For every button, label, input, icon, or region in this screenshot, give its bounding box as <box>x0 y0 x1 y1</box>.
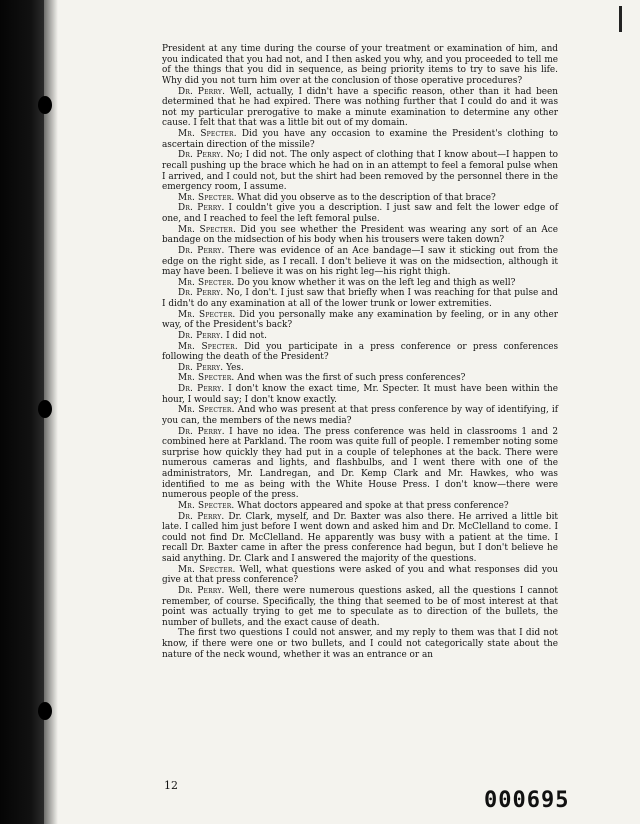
testimony-paragraph <box>162 427 558 501</box>
paragraph-text: Dr. Clark, myself, and Dr. Baxter was also there. He arrived a little bit late. I called him just before I went down and asked him and Dr. McClelland to come. I could not find Dr. McClelland. He apparently was busy with a patient at the time. I recall Dr. Baxter came in after the press conference had begun, but I don't believe he said anything. Dr. Clark and I answered the majority of the questions. <box>162 511 558 564</box>
speaker-name: Dr. Perry. <box>178 426 225 437</box>
speaker-name: Dr. Perry. <box>178 330 224 341</box>
testimony-paragraph <box>162 342 558 363</box>
speaker-name: Mr. Specter. <box>178 224 236 235</box>
paragraph-text: What did you observe as to the description of that brace? <box>237 192 496 203</box>
testimony-paragraph <box>162 363 558 374</box>
testimony-paragraph <box>162 87 558 130</box>
speaker-name: Mr. Specter. <box>178 373 235 384</box>
speaker-name: Dr. Perry. <box>178 245 225 256</box>
paragraph-text: Yes. <box>226 362 244 373</box>
testimony-paragraph <box>162 331 558 342</box>
document-stamp-number: 000695 <box>484 788 570 813</box>
testimony-paragraph <box>162 193 558 204</box>
speaker-name: Dr. Perry. <box>178 585 225 596</box>
paragraph-text: I did not. <box>226 330 267 341</box>
punch-hole <box>38 702 52 720</box>
paragraph-text: No, I don't. I just saw that briefly when I was reaching for that pulse and I didn't do any examination at all of the lower trunk or lower extremities. <box>162 288 558 309</box>
testimony-paragraph <box>162 384 558 405</box>
paragraph-text: I couldn't give you a description. I just saw and felt the lower edge of one, and I reached to feel the left femoral pulse. <box>162 203 558 224</box>
speaker-name: Dr. Perry. <box>178 203 225 214</box>
speaker-name: Mr. Specter. <box>178 564 236 575</box>
testimony-paragraph <box>162 225 558 246</box>
testimony-paragraph <box>162 203 558 224</box>
testimony-paragraph <box>162 278 558 289</box>
speaker-name: Dr. Perry. <box>178 150 224 161</box>
paragraph-text: President at any time during the course of your treatment or examination of him, and you indicated that you had not, and I then asked you why, and you proceeded to tell me of the things that you did in sequence, as being priority items to try to save his life. Why did you not turn him over at the conclusion of those operative procedures? <box>162 44 558 86</box>
testimony-paragraph <box>162 586 558 629</box>
speaker-name: Mr. Specter. <box>178 277 235 288</box>
paragraph-text: Did you participate in a press conference or press conferences following the death of the President? <box>162 341 558 363</box>
paragraph-text: I don't know the exact time, Mr. Specter. It must have been within the hour, I would say; I don't know exactly. <box>162 384 559 405</box>
paragraph-text: Did you personally make any examination by feeling, or in any other way, of the President's back? <box>162 309 558 331</box>
speaker-name: Dr. Perry. <box>178 288 224 299</box>
paragraph-text: Do you know whether it was on the left leg and thigh as well? <box>237 277 516 288</box>
page-number: 12 <box>164 779 178 792</box>
speaker-name: Dr. Perry. <box>178 86 226 97</box>
paragraph-text: And when was the first of such press conferences? <box>237 373 466 384</box>
paragraph-text: No; I did not. The only aspect of clothing that I know about—I happen to recall pushing up the brace which he had on in an attempt to feel a femoral pulse when I arrived, and I could not, but the shirt had been removed by the personnel there in the emergency room, I assume. <box>162 150 558 193</box>
speaker-name: Dr. Perry. <box>178 384 225 394</box>
paragraph-text: Did you have any occasion to examine the President's clothing to ascertain direction of the missile? <box>162 129 558 150</box>
speaker-name: Mr. Specter. <box>178 500 235 511</box>
scan-mark <box>619 6 622 32</box>
testimony-paragraph <box>162 373 558 384</box>
speaker-name: Mr. Specter. <box>178 192 235 203</box>
paragraph-text: There was evidence of an Ace bandage—I saw it sticking out from the edge on the right side, as I recall. I don't believe it was on the midsection, although it may have been. I believe it was on his right leg—his right thigh. <box>162 245 559 278</box>
testimony-paragraph <box>162 565 558 586</box>
paragraph-text: And who was present at that press conference by way of identifying, if you can, the members of the news media? <box>162 405 558 426</box>
testimony-paragraph <box>162 129 558 150</box>
punch-hole <box>38 400 52 418</box>
paragraph-text: Well, there were numerous questions asked, all the questions I cannot remember, of course. Specifically, the thing that seemed to be of most interest at that point was actually trying to get me to speculate as to direction of the bullets, the number of bullets, and the exact cause of death. <box>162 585 558 628</box>
testimony-paragraph <box>162 501 558 512</box>
paragraph-text: Well, actually, I didn't have a specific reason, other than it had been determined that he had expired. There was nothing further that I could do and it was not my particular prerogative to make a minute examination to determine any other cause. I felt that that was a little bit out of my domain. <box>162 86 559 129</box>
paragraph-text: Well, what questions were asked of you and what responses did you give at that press conference? <box>162 564 558 586</box>
speaker-name: Mr. Specter. <box>178 405 235 416</box>
punch-hole <box>38 96 52 114</box>
testimony-paragraph <box>162 628 558 660</box>
testimony-paragraph <box>162 150 558 193</box>
paragraph-text: What doctors appeared and spoke at that press conference? <box>237 500 509 511</box>
testimony-text <box>162 44 558 660</box>
paragraph-text: I have no idea. The press conference was held in classrooms 1 and 2 combined here at Parkland. The room was quite full of people. I remember noting some surprise how quickly they had put in a couple of telephones at the back. There were numerous cameras and lights, and flashbulbs, and I went there with one of the administrators, Mr. Landregan, and Dr. Kemp Clark and Mr. Hawkes, who was identified to me as being with the White House Press. I don't know—there were numerous people of the press. <box>162 426 558 501</box>
speaker-name: Dr. Perry. <box>178 511 225 522</box>
speaker-name: Mr. Specter. <box>178 129 237 139</box>
testimony-paragraph <box>162 512 558 565</box>
paragraph-text: The first two questions I could not answer, and my reply to them was that I did not know, if there were one or two bullets, and I could not categorically state about the nature of the neck wound, whether it was an entrance or an <box>162 628 558 660</box>
speaker-name: Mr. Specter. <box>178 341 238 352</box>
testimony-paragraph <box>162 288 558 309</box>
testimony-paragraph <box>162 44 558 87</box>
paragraph-text: Did you see whether the President was wearing any sort of an Ace bandage on the midsection of his body when his trousers were taken down? <box>162 224 558 246</box>
speaker-name: Mr. Specter. <box>178 309 236 320</box>
testimony-paragraph <box>162 405 558 426</box>
binding-edge <box>0 0 44 824</box>
testimony-paragraph <box>162 246 558 278</box>
speaker-name: Dr. Perry. <box>178 362 224 373</box>
testimony-paragraph <box>162 310 558 331</box>
